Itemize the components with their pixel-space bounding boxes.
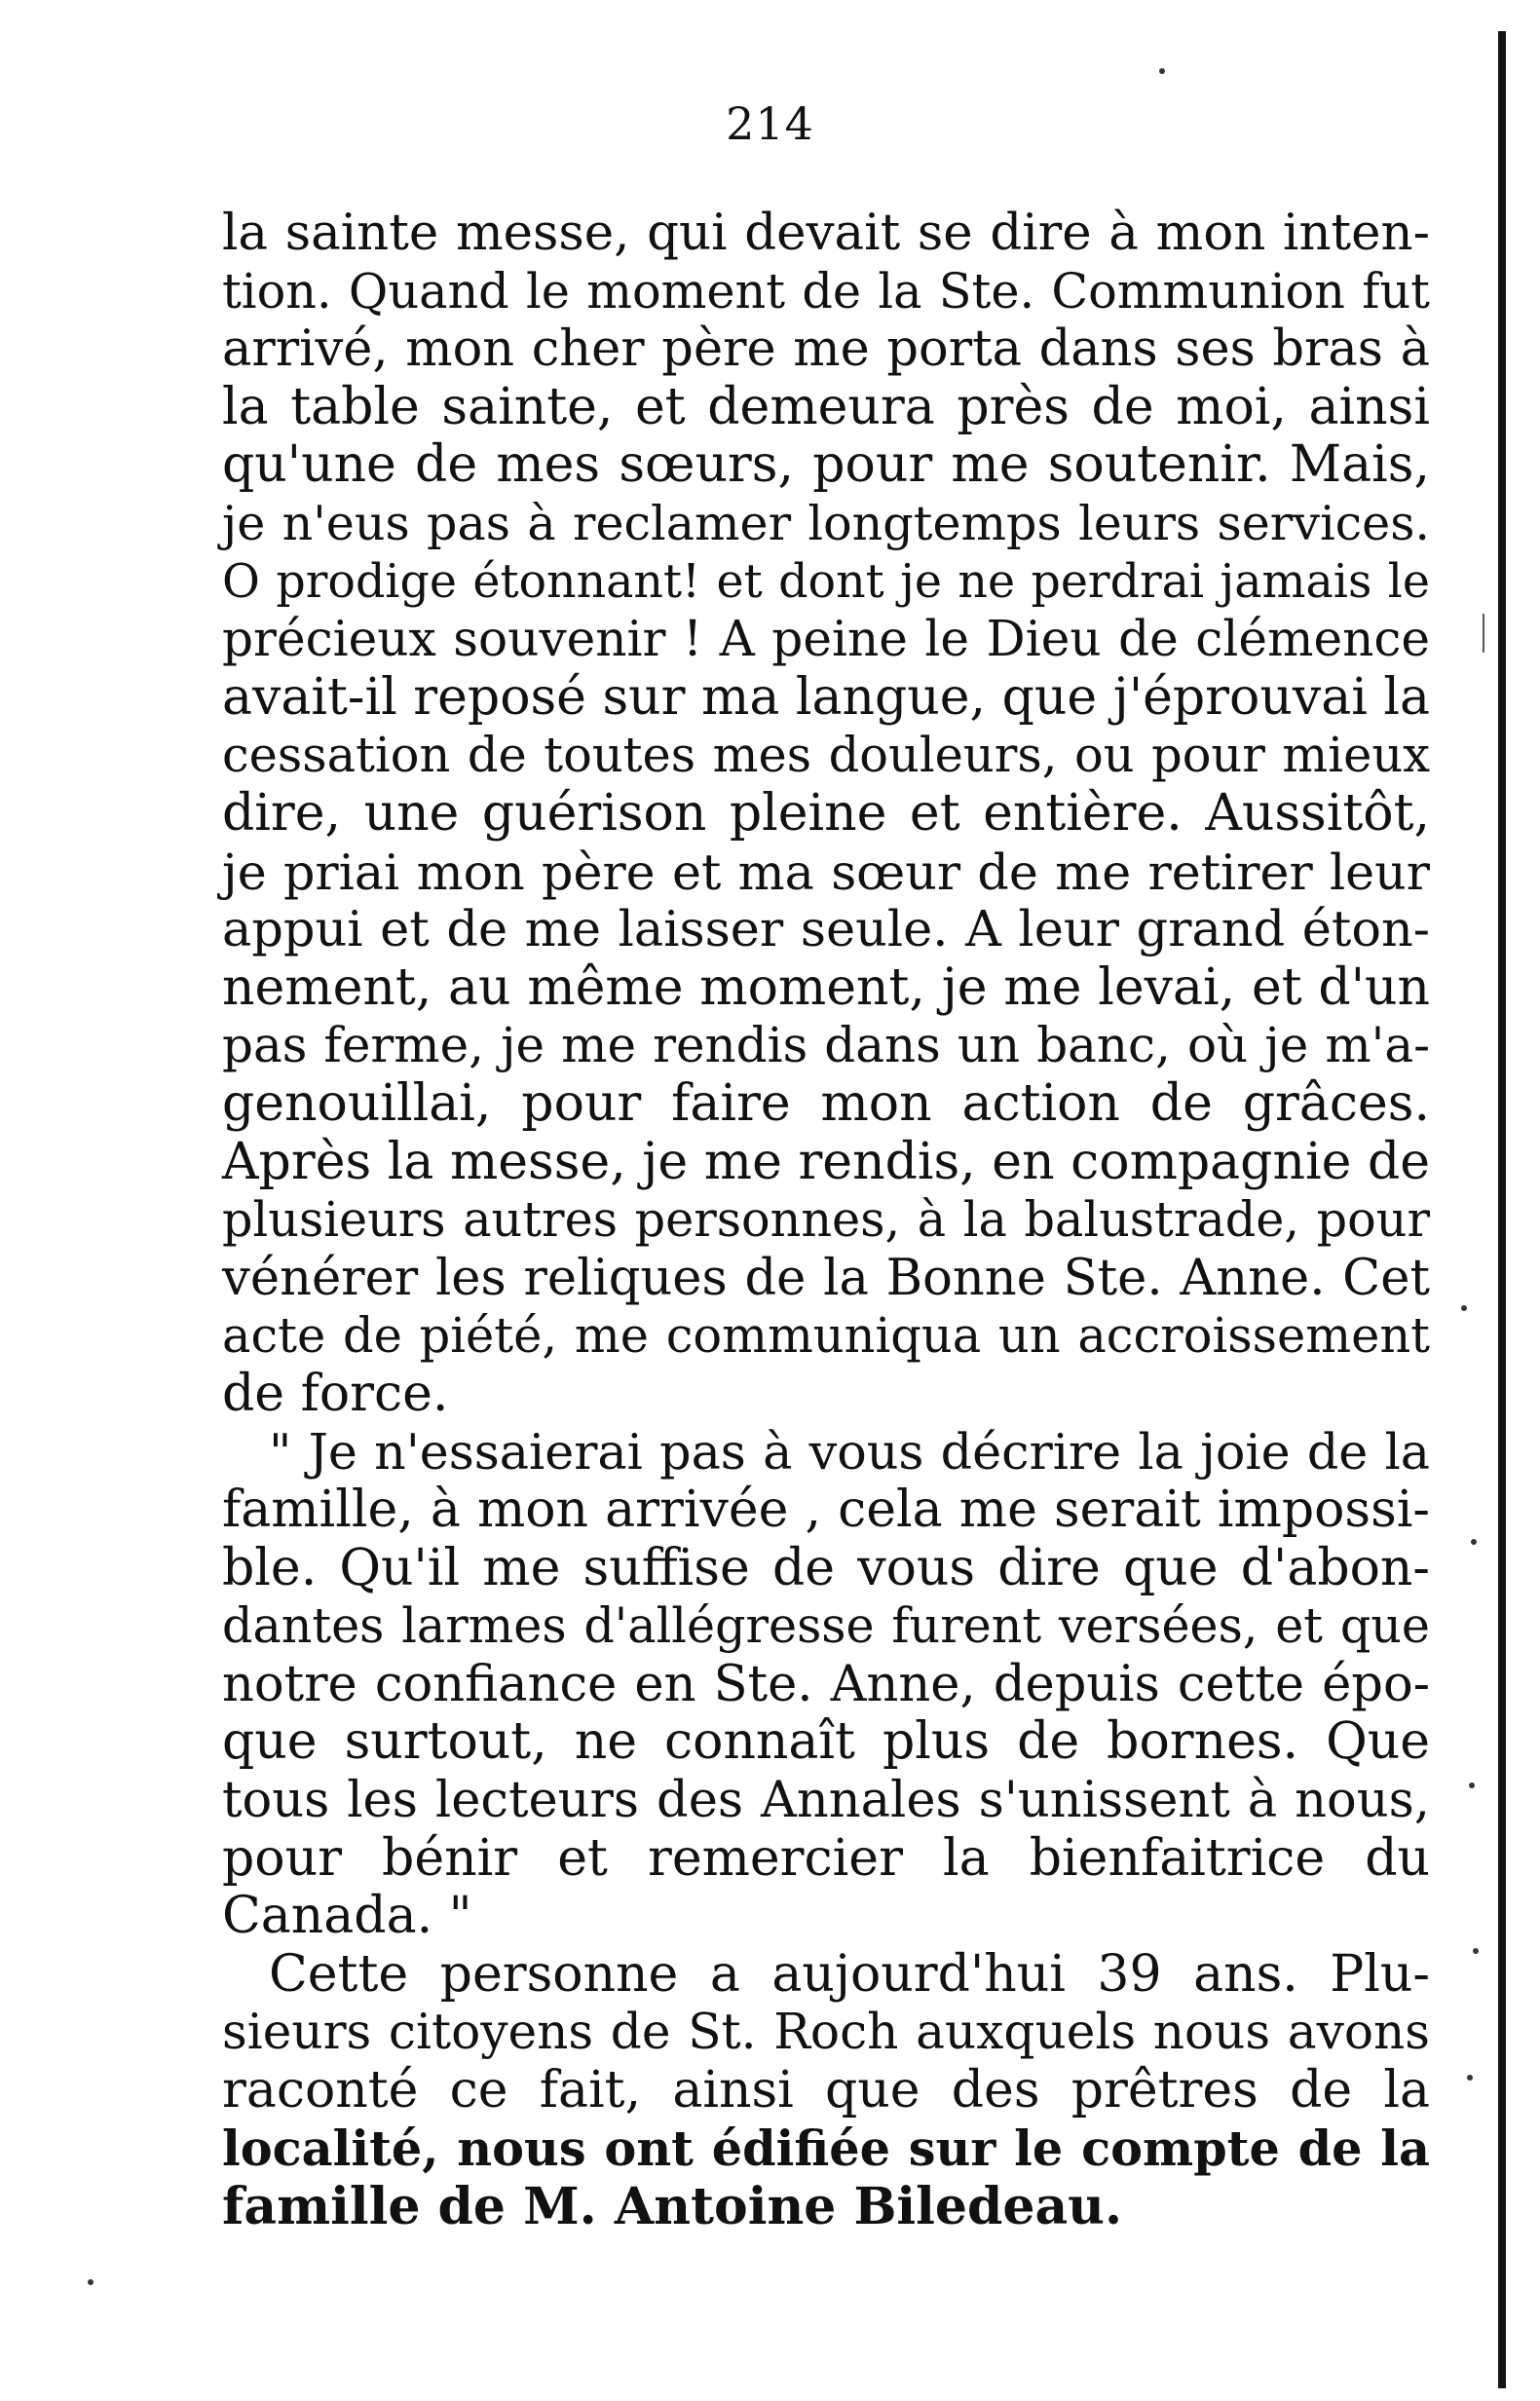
text-line: pas ferme, je me rendis dans un banc, où je m'a-: [222, 1017, 1430, 1074]
text-line: O prodige étonnant! et dont je ne perdrai jamais le: [222, 554, 1430, 609]
text-line: la sainte messe, qui devait se dire à mon inten-: [222, 204, 1430, 262]
body-text: [222, 205, 1430, 2236]
text-line: tous les lecteurs des Annales s'unissent à nous,: [222, 1772, 1430, 1830]
text-line: de force.: [222, 1364, 449, 1423]
scan-speck: [1467, 2075, 1473, 2081]
text-line: arrivé, mon cher père me porta dans ses bras à: [222, 320, 1430, 379]
text-line: notre confiance en Ste. Anne, depuis cette épo-: [222, 1655, 1430, 1713]
text-line: Cette personne a aujourd'hui 39 ans. Plu-: [269, 1944, 1430, 2004]
text-line: vénérer les reliques de la Bonne Ste. Anne. Cet: [222, 1249, 1430, 1307]
text-line: je priai mon père et ma sœur de me retirer leur: [222, 843, 1430, 901]
scan-speck: [1473, 1948, 1479, 1954]
text-line: Après la messe, je me rendis, en compagnie de: [222, 1132, 1430, 1191]
text-line: Canada. ": [222, 1887, 472, 1946]
text-line: la table sainte, et demeura près de moi, ainsi: [222, 377, 1430, 436]
scan-speck: [88, 2279, 94, 2285]
text-line: cessation de toutes mes douleurs, ou pour mieux: [222, 727, 1430, 784]
text-line: localité, nous ont édifiée sur le compte de la: [222, 2120, 1430, 2177]
text-line: appui et de me laisser seule. A leur grand éton-: [222, 901, 1430, 959]
text-line: que surtout, ne connaît plus de bornes. Que: [222, 1712, 1430, 1772]
text-line: pour bénir et remercier la bienfaitrice du: [222, 1828, 1430, 1888]
text-line: acte de piété, me communiqua un accroissement: [222, 1307, 1430, 1365]
page-edge-tick: [1483, 614, 1484, 653]
text-line: nement, au même moment, je me levai, et d'un: [222, 957, 1430, 1017]
text-line: " Je n'essaierai pas à vous décrire la joie de la: [269, 1423, 1430, 1482]
scan-speck: [1469, 1782, 1475, 1788]
text-line: plusieurs autres personnes, à la balustrade, pour: [222, 1191, 1430, 1249]
scan-speck: [1159, 68, 1165, 74]
text-line: raconté ce fait, ainsi que des prêtres de la: [222, 2061, 1430, 2120]
text-line: tion. Quand le moment de la Ste. Communion fut: [222, 262, 1430, 319]
text-line: ble. Qu'il me suffise de vous dire que d'abon-: [222, 1538, 1430, 1597]
text-line: sieurs citoyens de St. Roch auxquels nous avons: [222, 2004, 1430, 2061]
text-line: genouillai, pour faire mon action de grâces.: [222, 1073, 1430, 1133]
text-line: dire, une guérison pleine et entière. Aussitôt,: [222, 783, 1430, 843]
text-line: précieux souvenir ! A peine le Dieu de clémence: [222, 611, 1430, 668]
text-line: avait-il reposé sur ma langue, que j'éprouvai la: [222, 667, 1431, 727]
scan-speck: [1461, 1305, 1467, 1311]
text-line: qu'une de mes sœurs, pour me soutenir. Mais,: [222, 435, 1430, 495]
page-edge-rule: [1498, 31, 1506, 2388]
text-line: dantes larmes d'allégresse furent versées, et que: [222, 1597, 1430, 1655]
scan-speck: [1471, 1539, 1477, 1545]
page-number: 214: [726, 97, 814, 150]
text-line: je n'eus pas à reclamer longtemps leurs services.: [222, 494, 1430, 551]
text-line: famille, à mon arrivée , cela me serait impossi-: [222, 1481, 1430, 1540]
text-line: famille de M. Antoine Biledeau.: [222, 2177, 1123, 2237]
